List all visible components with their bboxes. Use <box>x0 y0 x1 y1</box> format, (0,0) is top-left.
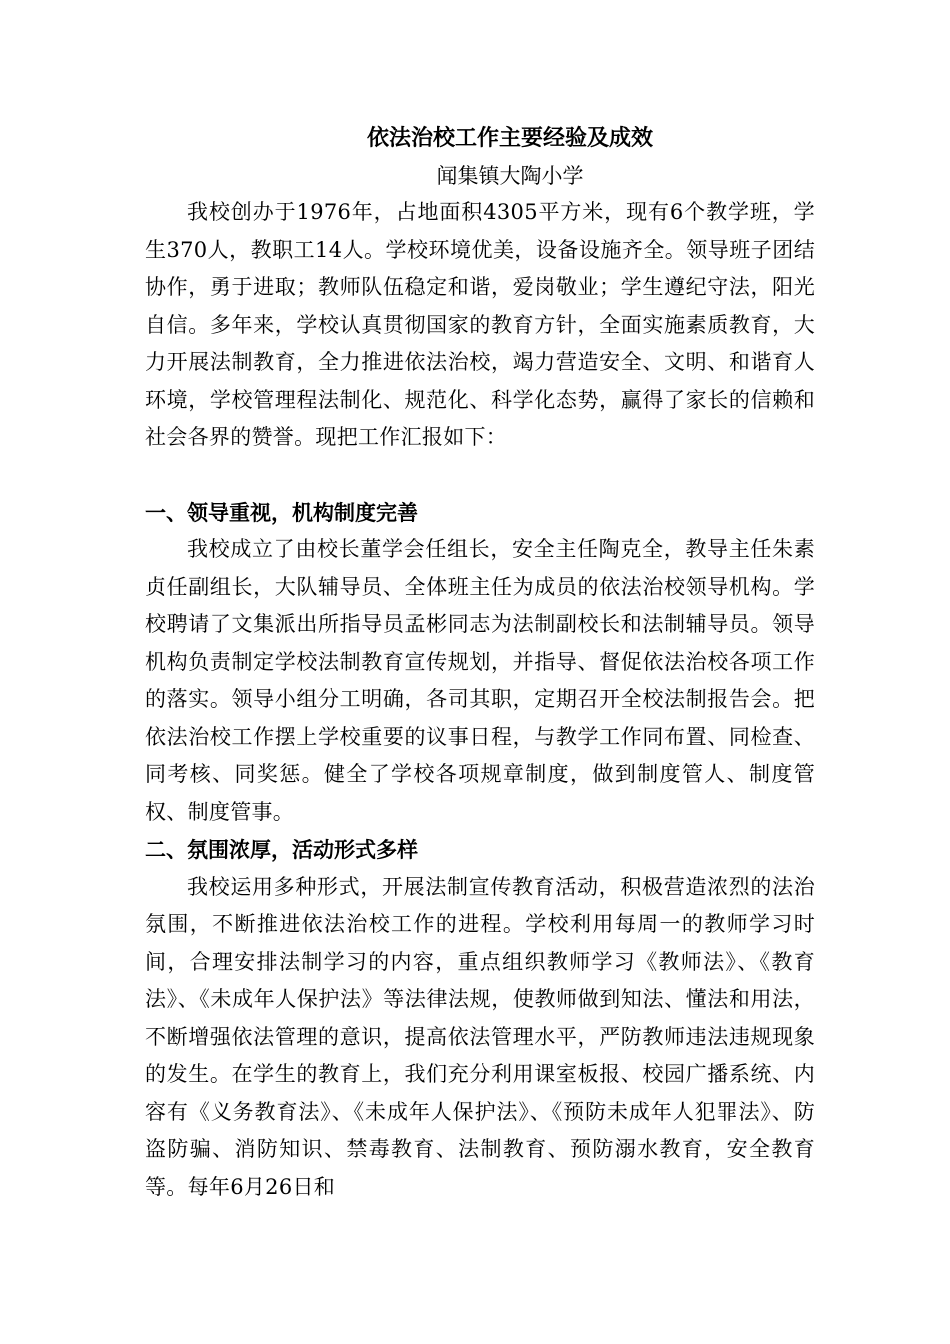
section-body-2: 我校运用多种形式，开展法制宣传教育活动，积极营造浓烈的法治氛围，不断推进依法治校工作的进程。学校利用每周一的教师学习时间，合理安排法制学习的内容，重点组织教师学习《教师法》、《教育法》、《未成年人保护法》等法律法规，使教师做到知法、懂法和用法，不断增强依法管理的意识，提高依法管理水平，严防教师违法违规现象的发生。在学生的教育上，我们充分利用课室板报、校园广播系统、内容有《义务教育法》、《未成年人保护法》、《预防未成年人犯罪法》、防盗防骗、消防知识、禁毒教育、法制教育、预防溺水教育，安全教育等。每年6月26日和 <box>145 874 815 1199</box>
document-page <box>145 118 815 1206</box>
section-heading-2: 二、氛围浓厚，活动形式多样 <box>145 837 418 862</box>
document-title: 依法治校工作主要经验及成效 <box>366 125 653 151</box>
intro-paragraph: 我校创办于1976年，占地面积4305平方米，现有6个教学班，学生370人，教职工14人。学校环境优美，设备设施齐全。领导班子团结协作，勇于进取；教师队伍稳定和谐，爱岗敬业；学生遵纪守法，阳光自信。多年来，学校认真贯彻国家的教育方针，全面实施素质教育，大力开展法制教育，全力推进依法治校，竭力营造安全、文明、和谐育人环境，学校管理程法制化、规范化、科学化态势，赢得了家长的信赖和社会各界的赞誉。现把工作汇报如下： <box>145 200 815 449</box>
section-heading-1: 一、领导重视，机构制度完善 <box>145 499 418 525</box>
document-author: 闻集镇大陶小学 <box>436 164 584 188</box>
section-body-1: 我校成立了由校长董学会任组长，安全主任陶克全，教导主任朱素贞任副组长，大队辅导员、全体班主任为成员的依法治校领导机构。学校聘请了文集派出所指导员孟彬同志为法制副校长和法制辅导员。领导机构负责制定学校法制教育宣传规划，并指导、督促依法治校各项工作的落实。领导小组分工明确，各司其职，定期召开全校法制报告会。把依法治校工作摆上学校重要的议事日程，与教学工作同布置、同检查、同考核、同奖惩。健全了学校各项规章制度，做到制度管人、制度管权、制度管事。 <box>145 537 815 824</box>
paragraph-gap <box>145 457 815 494</box>
